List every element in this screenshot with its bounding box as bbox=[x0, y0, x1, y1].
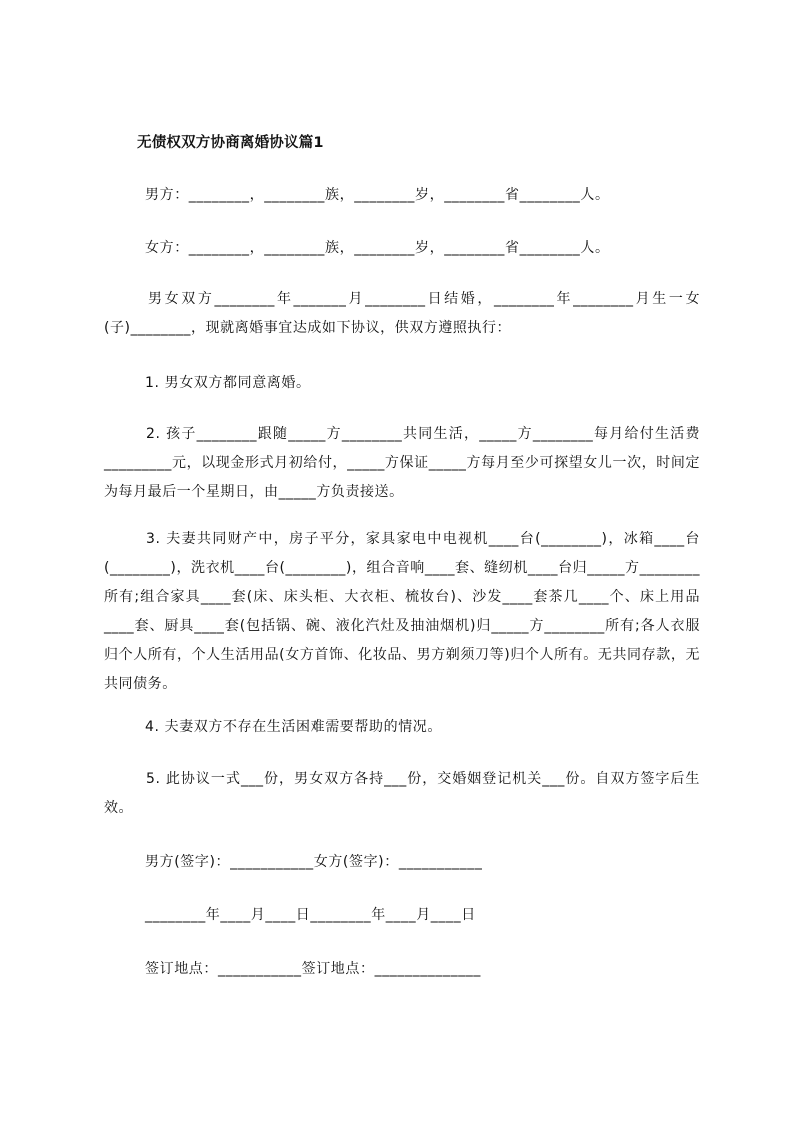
date-line: ________年____月____日________年____月____日 bbox=[145, 907, 476, 923]
woman-info-line: 女方：________，________族，________岁，________省________人。 bbox=[145, 240, 610, 256]
clause-5: 5. 此协议一式___份，男女双方各持___份，交婚姻登记机关___份。自双方签字后生效。 bbox=[104, 771, 700, 816]
clause-1: 1. 男女双方都同意离婚。 bbox=[145, 375, 311, 391]
clause-3: 3. 夫妻共同财产中，房子平分，家具家电中电视机____台(________)，冰箱____台(________)，洗衣机____台(________)，组合音响____套、缝纫机____台归_____方________所有;组合家具____套(床、床头柜、大衣柜、梳妆台)、沙发____套茶几____个、床上用品____套、厨具____套(包括锅、碗、液化汽灶及抽油烟机)归_____方________所有;各人衣服归个人所有，个人生活用品(女方首饰、化妆品、男方剃须刀等)归个人所有。无共同存款，无共同债务。 bbox=[104, 531, 700, 692]
clause-2: 2. 孩子________跟随_____方________共同生活，_____方________每月给付生活费_________元，以现金形式月初给付，_____方保证_____方每月至少可探望女儿一次，时间定为每月最后一个星期日，由_____方负责接送。 bbox=[104, 426, 700, 500]
signing-place-line: 签订地点：___________签订地点：______________ bbox=[145, 961, 481, 977]
clause-4: 4. 夫妻双方不存在生活困难需要帮助的情况。 bbox=[145, 719, 443, 735]
document-title: 无债权双方协商离婚协议篇1 bbox=[137, 135, 324, 151]
man-info-line: 男方：________，________族，________岁，________省________人。 bbox=[145, 187, 610, 203]
signature-line: 男方(签字)：___________女方(签字)：___________ bbox=[145, 854, 483, 870]
marriage-paragraph: 男女双方________年_______月________日结婚，________年________月生一女(子)________，现就离婚事宜达成如下协议，供双方遵照执行： bbox=[104, 291, 700, 336]
